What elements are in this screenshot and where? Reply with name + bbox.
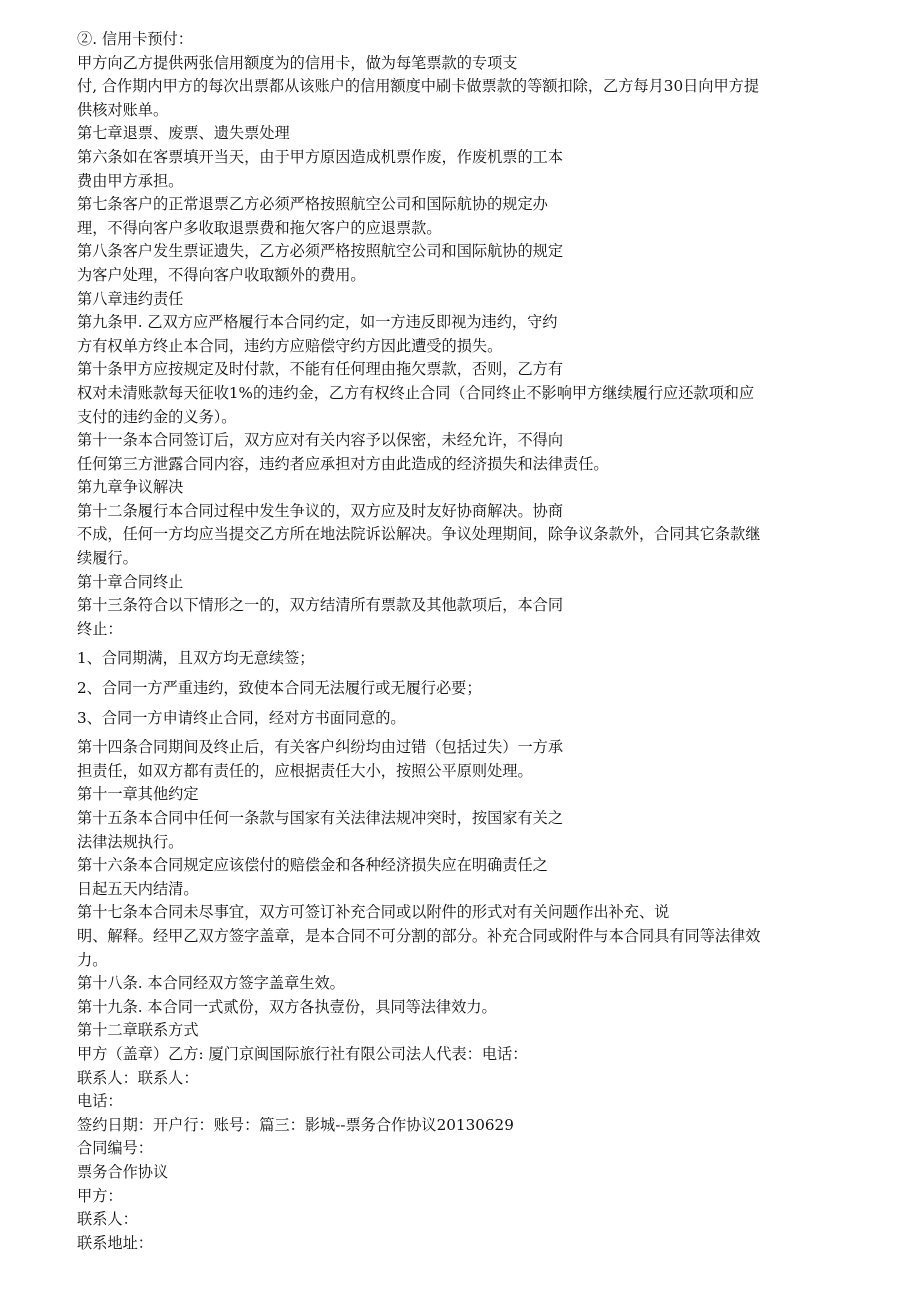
chapter-heading: 第十章合同终止 [77, 572, 184, 591]
text-line: 付, 合作期内甲方的每次出票都从该账户的信用额度中刷卡做票款的等额扣除，乙方每月30日向甲方提 [77, 77, 760, 96]
text-line: 第十八条. 本合同经双方签字盖章生效。 [77, 974, 345, 993]
text-line: 甲方向乙方提供两张信用额度为的信用卡，做为每笔票款的专项支 [77, 53, 518, 72]
text-line: 第十七条本合同未尽事宜，双方可签订补充合同或以附件的形式对有关问题作出补充、说 [77, 903, 670, 922]
chapter-heading: 第十二章联系方式 [77, 1021, 199, 1040]
text-line: 费由甲方承担。 [77, 171, 184, 190]
text-line: 力。 [77, 950, 108, 969]
list-item: 1、合同期满，且双方均无意续签； [77, 649, 315, 668]
list-item: 3、合同一方申请终止合同，经对方书面同意的。 [77, 708, 406, 727]
text-line: 任何第三方泄露合同内容，违约者应承担对方由此造成的经济损失和法律责任。 [77, 454, 609, 473]
text-line: 支付的违约金的义务）。 [77, 407, 237, 426]
list-item: 2、合同一方严重违约，致使本合同无法履行或无履行必要； [77, 679, 482, 698]
text-line: 法律法规执行。 [77, 832, 184, 851]
text-line: 联系人： [77, 1210, 138, 1229]
chapter-heading: 第七章退票、废票、遗失票处理 [77, 124, 290, 143]
text-line: 第十一条本合同签订后，双方应对有关内容予以保密，未经允许，不得向 [77, 431, 563, 450]
text-line: 第十四条合同期间及终止后，有关客户纠纷均由过错（包括过失）一方承 [77, 738, 563, 757]
text-line: 为客户处理，不得向客户收取额外的费用。 [77, 265, 366, 284]
text-line: 签约日期：开户行：账号：篇三：影城--票务合作协议20130629 [77, 1115, 514, 1134]
text-line: 终止： [77, 619, 123, 638]
text-line: 担责任，如双方都有责任的，应根据责任大小，按照公平原则处理。 [77, 761, 533, 780]
text-line: 方有权单方终止本合同，违约方应赔偿守约方因此遭受的损失。 [77, 336, 503, 355]
text-line: 第十九条. 本合同一式贰份，双方各执壹份，具同等法律效力。 [77, 997, 497, 1016]
text-line: ②. 信用卡预付： [77, 30, 193, 48]
document-title: 票务合作协议 [77, 1162, 169, 1181]
text-line: 合同编号： [77, 1139, 153, 1158]
text-line: 第七条客户的正常退票乙方必须严格按照航空公司和国际航协的规定办 [77, 195, 548, 214]
text-line: 第十二条履行本合同过程中发生争议的，双方应及时友好协商解决。协商 [77, 501, 563, 520]
text-line: 第十条甲方应按规定及时付款，不能有任何理由拖欠票款，否则，乙方有 [77, 360, 563, 379]
text-line: 第十三条符合以下情形之一的，双方结清所有票款及其他款项后，本合同 [77, 596, 563, 615]
text-line: 联系人：联系人： [77, 1068, 199, 1087]
text-line: 第十六条本合同规定应该偿付的赔偿金和各种经济损失应在明确责任之 [77, 856, 548, 875]
text-line: 供核对账单。 [77, 100, 169, 119]
chapter-heading: 第八章违约责任 [77, 289, 184, 308]
text-line: 理，不得向客户多收取退票费和拖欠客户的应退票款。 [77, 218, 442, 237]
text-line: 甲方（盖章）乙方: 厦门京闽国际旅行社有限公司法人代表：电话： [77, 1044, 528, 1063]
text-line: 日起五天内结清。 [77, 879, 199, 898]
text-line: 第六条如在客票填开当天，由于甲方原因造成机票作废，作废机票的工本 [77, 147, 563, 166]
text-line: 明、解释。经甲乙双方签字盖章，是本合同不可分割的部分。补充合同或附件与本合同具有同等法律效 [77, 926, 761, 945]
text-line: 联系地址： [77, 1233, 153, 1252]
text-line: 甲方： [77, 1186, 123, 1205]
chapter-heading: 第九章争议解决 [77, 478, 184, 497]
chapter-heading: 第十一章其他约定 [77, 785, 199, 804]
text-line: 第八条客户发生票证遗失，乙方必须严格按照航空公司和国际航协的规定 [77, 242, 563, 261]
text-line: 电话： [77, 1092, 123, 1111]
text-line: 续履行。 [77, 549, 138, 568]
text-line: 第九条甲. 乙双方应严格履行本合同约定，如一方违反即视为违约，守约 [77, 313, 558, 332]
document-body [77, 28, 847, 1255]
text-line: 权对未清账款每天征收1%的违约金，乙方有权终止合同（合同终止不影响甲方继续履行应还款项和应 [77, 383, 755, 402]
text-line: 不成，任何一方均应当提交乙方所在地法院诉讼解决。争议处理期间，除争议条款外，合同其它条款继 [77, 525, 761, 544]
text-line: 第十五条本合同中任何一条款与国家有关法律法规冲突时，按国家有关之 [77, 809, 563, 827]
